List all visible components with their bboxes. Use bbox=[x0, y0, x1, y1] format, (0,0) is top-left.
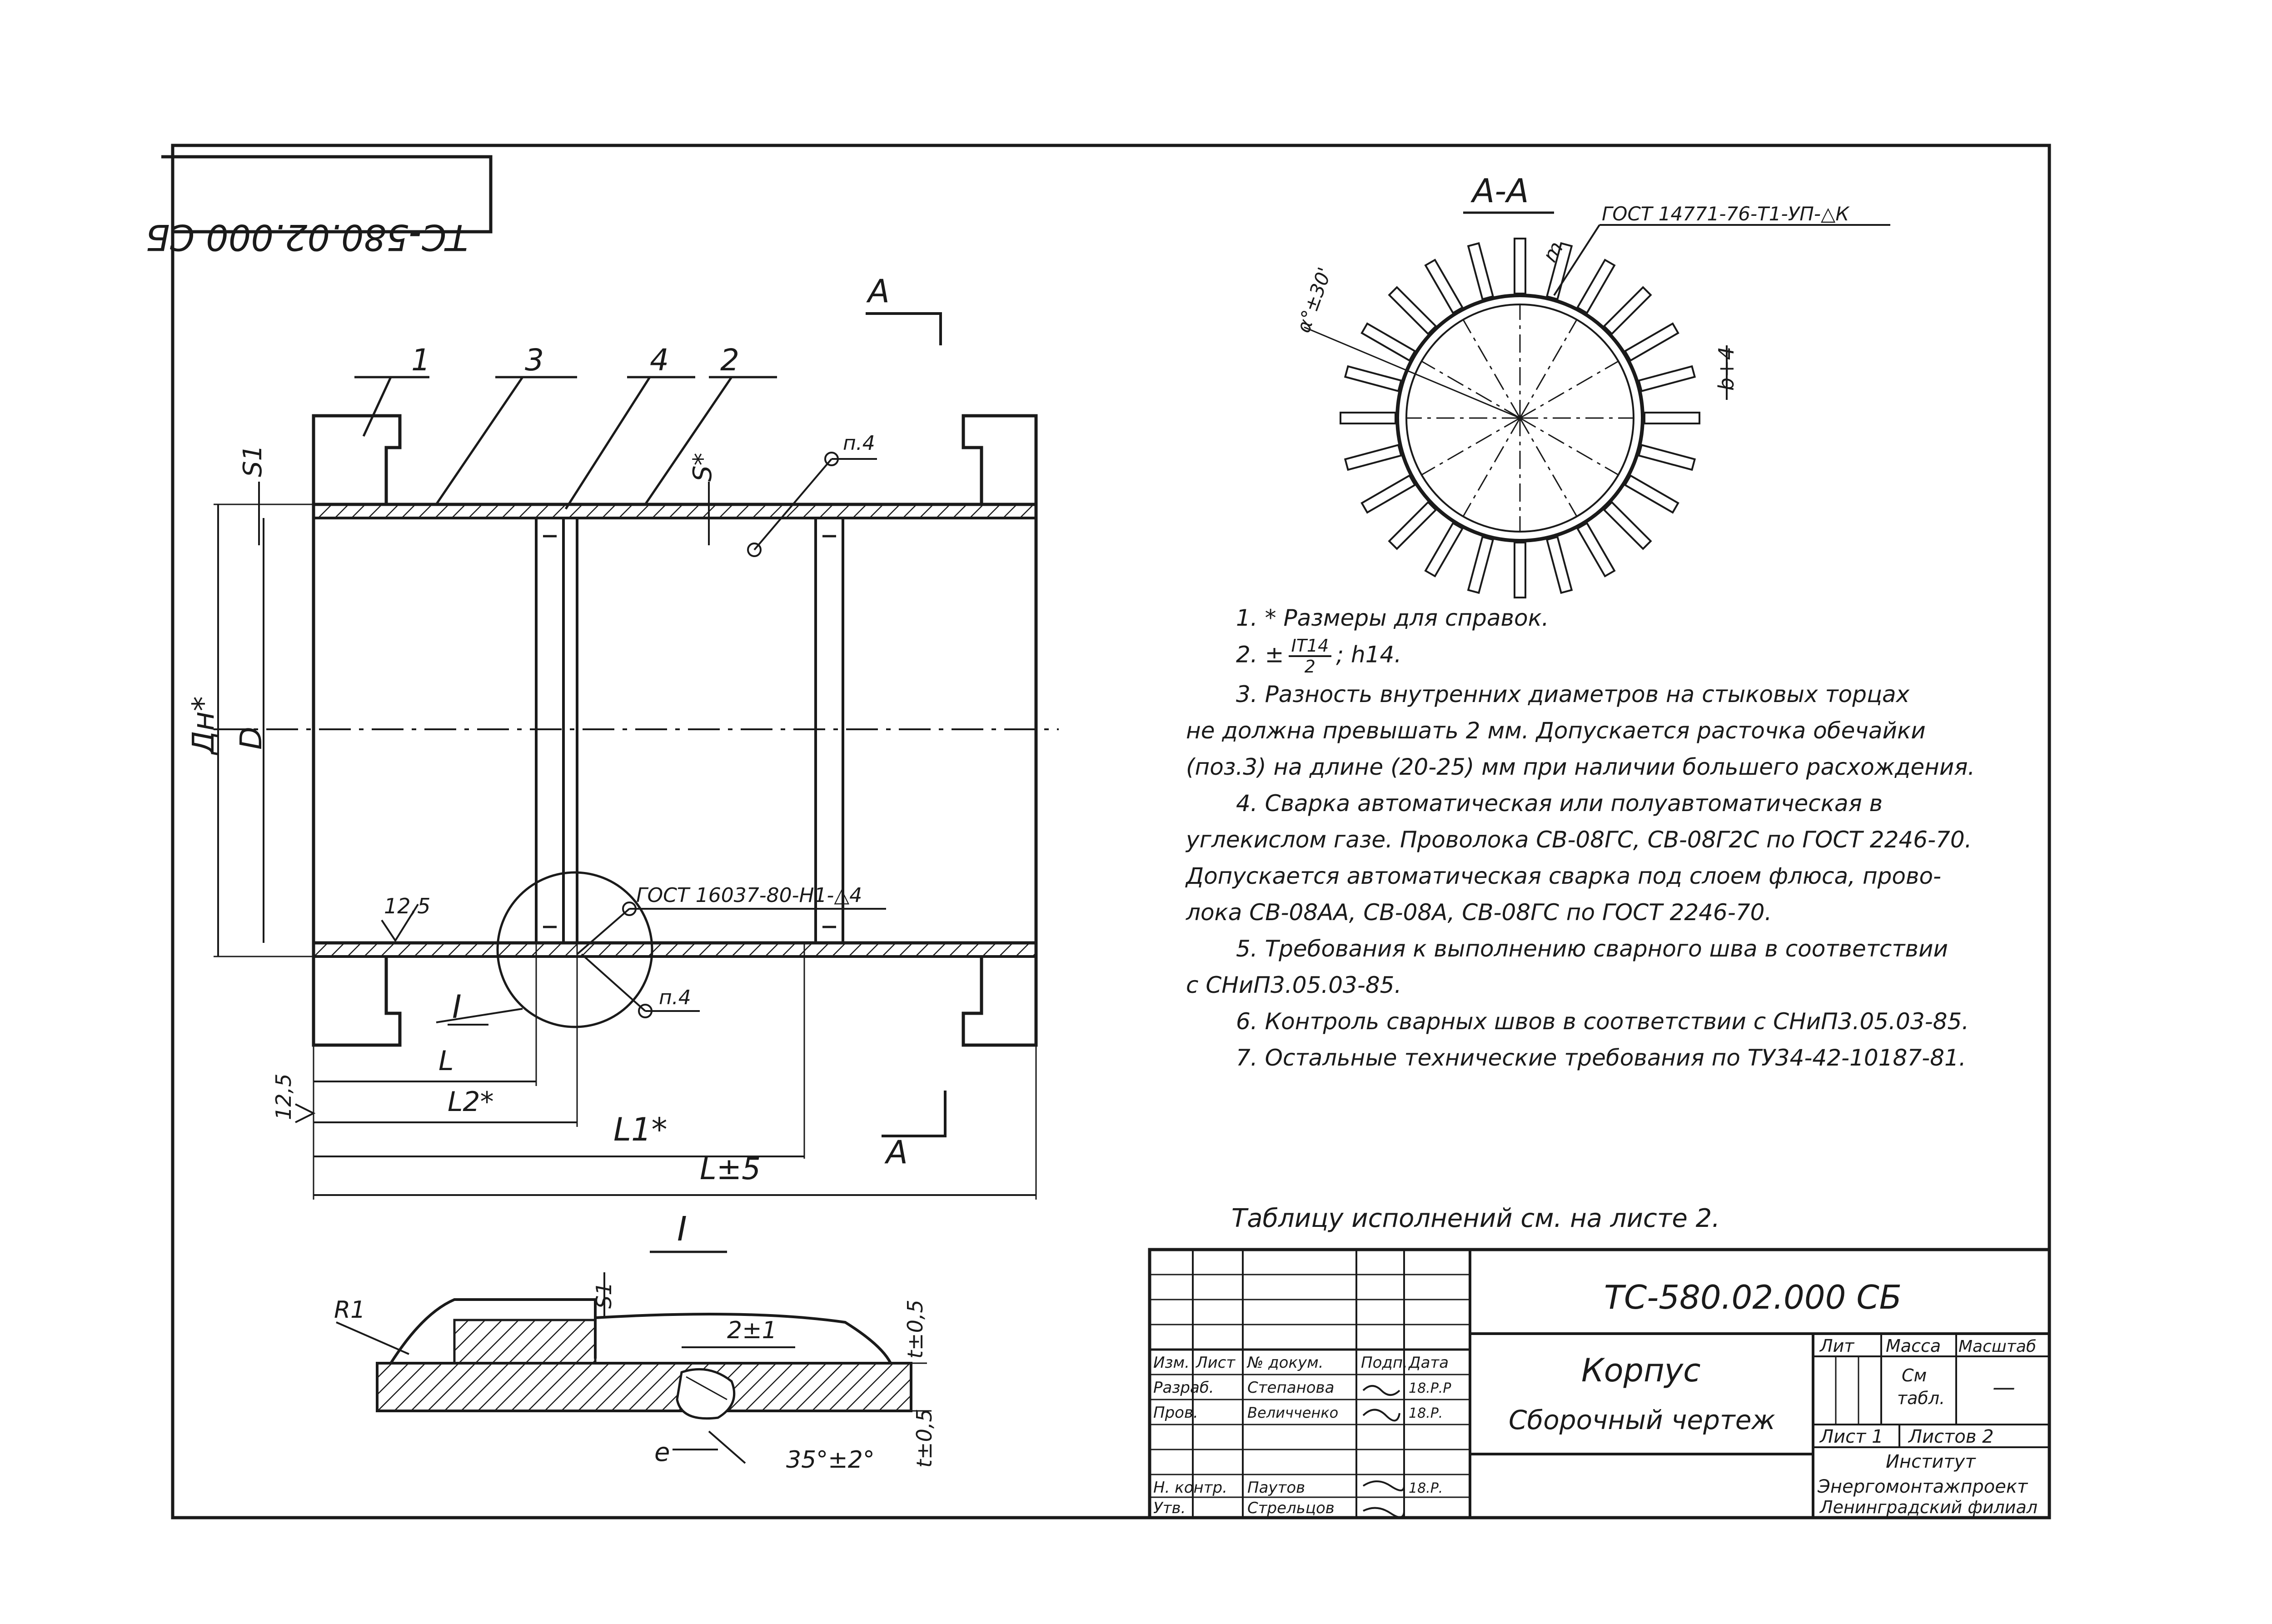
pos-label-top: п.4 bbox=[843, 432, 875, 455]
dim-s1: S1 bbox=[238, 444, 268, 477]
fin bbox=[1340, 413, 1395, 423]
callout-4: 4 bbox=[650, 343, 669, 378]
section-spoke bbox=[1520, 418, 1619, 475]
note-5b: с СНиП3.05.03-85. bbox=[1186, 972, 1402, 998]
dim-dn: Дн* bbox=[186, 696, 221, 754]
fin bbox=[1345, 366, 1401, 391]
roughness-top: 12,5 bbox=[384, 894, 431, 918]
pos-label-bottom: п.4 bbox=[659, 986, 691, 1009]
sheet-number: Лист 1 bbox=[1820, 1426, 1883, 1447]
row-norm-name: Паутов bbox=[1247, 1479, 1305, 1497]
sheets-total: Листов 2 bbox=[1908, 1426, 1994, 1447]
row-checker-role: Пров. bbox=[1153, 1404, 1198, 1422]
section-m: m bbox=[1538, 237, 1568, 266]
header-sign: Подп. bbox=[1361, 1354, 1408, 1372]
detail-e: e bbox=[654, 1438, 670, 1467]
fin bbox=[1362, 476, 1415, 513]
dim-s: S* bbox=[688, 453, 717, 482]
detail-title: I bbox=[677, 1210, 687, 1249]
org-line-2: Энергомонтажпроект bbox=[1818, 1476, 2028, 1497]
fin bbox=[1425, 260, 1462, 313]
org-line-1: Институт bbox=[1886, 1451, 1976, 1472]
fin bbox=[1547, 537, 1571, 593]
note-4a: 4. Сварка автоматическая или полуавтоматическая в bbox=[1236, 790, 1883, 817]
detail-s1: S1 bbox=[592, 1282, 616, 1309]
mirrored-code: TC-580.02.000 СБ bbox=[145, 216, 468, 257]
note-3a: 3. Разность внутренних диаметров на стыковых торцах bbox=[1236, 681, 1910, 707]
org-line-3: Ленинградский филиал bbox=[1820, 1497, 2038, 1517]
fin bbox=[1578, 260, 1614, 313]
note-2 bbox=[1186, 636, 2058, 676]
fin bbox=[1345, 445, 1401, 469]
row-checker-name: Величченко bbox=[1247, 1404, 1339, 1421]
section-label: A-A bbox=[1472, 172, 1529, 210]
detail-t1: t±0,5 bbox=[903, 1300, 927, 1359]
detail-t2: t±0,5 bbox=[912, 1409, 937, 1468]
callout-1: 1 bbox=[411, 343, 430, 378]
note-2-numerator: IT14 bbox=[1289, 636, 1332, 657]
callout-3: 3 bbox=[525, 343, 544, 378]
section-spoke bbox=[1463, 418, 1520, 517]
detail-i bbox=[334, 1210, 937, 1474]
section-b: b+4 bbox=[1714, 346, 1739, 391]
mass-value-1: См bbox=[1902, 1365, 1927, 1385]
note-2-fraction bbox=[1289, 636, 1332, 676]
note-5a: 5. Требования к выполнению сварного шва в соответствии bbox=[1236, 936, 1948, 962]
row-norm-role: Н. контр. bbox=[1153, 1479, 1227, 1497]
section-spoke bbox=[1520, 418, 1577, 517]
title-name: Корпус bbox=[1581, 1352, 1701, 1389]
fin bbox=[1604, 502, 1651, 549]
detail-ref-label: I bbox=[452, 988, 462, 1026]
row-developer-date: 18.Р.Р bbox=[1409, 1380, 1451, 1396]
fin bbox=[1515, 239, 1525, 294]
dim-ltot: L±5 bbox=[700, 1151, 761, 1186]
section-spoke bbox=[1421, 418, 1520, 475]
note-4d: лока СВ-08АА, СВ-08А, СВ-08ГС по ГОСТ 2246-70. bbox=[1186, 899, 1772, 926]
fin bbox=[1515, 543, 1525, 598]
fin bbox=[1644, 413, 1699, 423]
header-doc: № докум. bbox=[1247, 1354, 1324, 1372]
header-izm: Изм. bbox=[1153, 1354, 1190, 1372]
section-spoke bbox=[1520, 319, 1577, 418]
row-developer-name: Степанова bbox=[1247, 1379, 1335, 1397]
fin bbox=[1389, 502, 1436, 549]
title-code: TC-580.02.000 СБ bbox=[1604, 1278, 1902, 1316]
row-developer-role: Разраб. bbox=[1153, 1379, 1214, 1397]
note-4b: углекислом газе. Проволока СВ-08ГС, СВ-08Г2С по ГОСТ 2246-70. bbox=[1186, 827, 1972, 853]
fin bbox=[1578, 523, 1614, 576]
dim-d: D bbox=[234, 727, 269, 750]
note-7: 7. Остальные технические требования по ТУ34-42-10187-81. bbox=[1236, 1045, 1966, 1071]
row-approve-name: Стрельцов bbox=[1247, 1499, 1335, 1517]
mirrored-code-box bbox=[145, 157, 491, 257]
row-checker-date: 18.Р. bbox=[1409, 1405, 1443, 1421]
dim-l2: L2* bbox=[448, 1086, 494, 1118]
note-6: 6. Контроль сварных швов в соответствии с СНиП3.05.03-85. bbox=[1236, 1008, 1969, 1035]
table-reference: Таблицу исполнений см. на листе 2. bbox=[1231, 1204, 1720, 1233]
note-3c: (поз.3) на длине (20-25) мм при наличии большего расхождения. bbox=[1186, 754, 1975, 780]
note-4c: Допускается автоматическая сварка под слоем флюса, прово- bbox=[1186, 863, 1942, 889]
note-1: 1. * Размеры для справок. bbox=[1236, 605, 1549, 631]
detail-r1: R1 bbox=[334, 1296, 366, 1324]
title-doctype: Сборочный чертеж bbox=[1509, 1405, 1775, 1435]
callout-2: 2 bbox=[720, 343, 739, 378]
fin bbox=[1639, 366, 1695, 391]
note-2-suffix: ; h14. bbox=[1336, 641, 1402, 668]
fin bbox=[1425, 523, 1462, 576]
fin bbox=[1468, 243, 1493, 299]
dim-l: L bbox=[438, 1045, 454, 1077]
scale-value: — bbox=[1993, 1374, 2015, 1400]
main-weld-spec: ГОСТ 16037-80-Н1-△4 bbox=[636, 884, 862, 907]
scale-header: Масштаб bbox=[1958, 1337, 2037, 1356]
dim-l1: L1* bbox=[613, 1111, 668, 1148]
fin bbox=[1625, 476, 1678, 513]
mass-header: Масса bbox=[1886, 1336, 1941, 1356]
technical-notes bbox=[1186, 600, 2058, 1076]
fin bbox=[1604, 287, 1651, 334]
section-spoke bbox=[1421, 361, 1520, 418]
section-weld-spec: ГОСТ 14771-76-Т1-УП-△К bbox=[1602, 203, 1849, 225]
detail-angle: 35°±2° bbox=[786, 1446, 875, 1474]
fin bbox=[1389, 287, 1436, 334]
title-block-text bbox=[1153, 1278, 2038, 1517]
note-3b: не должна превышать 2 мм. Допускается расточка обечайки bbox=[1186, 717, 1926, 744]
lit-header: Лит bbox=[1820, 1336, 1854, 1356]
fin bbox=[1625, 324, 1678, 360]
header-date: Дата bbox=[1409, 1354, 1449, 1372]
section-a-a bbox=[1292, 172, 1890, 598]
row-norm-date: 18.Р. bbox=[1409, 1480, 1443, 1496]
note-2-denominator: 2 bbox=[1304, 657, 1315, 677]
row-approve-role: Утв. bbox=[1153, 1499, 1186, 1517]
note-2-prefix: 2. ± bbox=[1236, 641, 1284, 668]
mass-value-2: табл. bbox=[1897, 1388, 1945, 1408]
header-list: Лист bbox=[1196, 1354, 1236, 1372]
cut-label-bottom: A bbox=[886, 1134, 908, 1171]
fin bbox=[1468, 537, 1493, 593]
section-spoke bbox=[1463, 319, 1520, 418]
fin bbox=[1639, 445, 1695, 469]
roughness-left: 12,5 bbox=[271, 1073, 296, 1120]
section-angle: α°±30' bbox=[1292, 264, 1336, 336]
main-view bbox=[186, 273, 1059, 1200]
detail-gap: 2±1 bbox=[727, 1317, 777, 1344]
section-spoke bbox=[1520, 361, 1619, 418]
cut-label-top: A bbox=[868, 273, 890, 310]
